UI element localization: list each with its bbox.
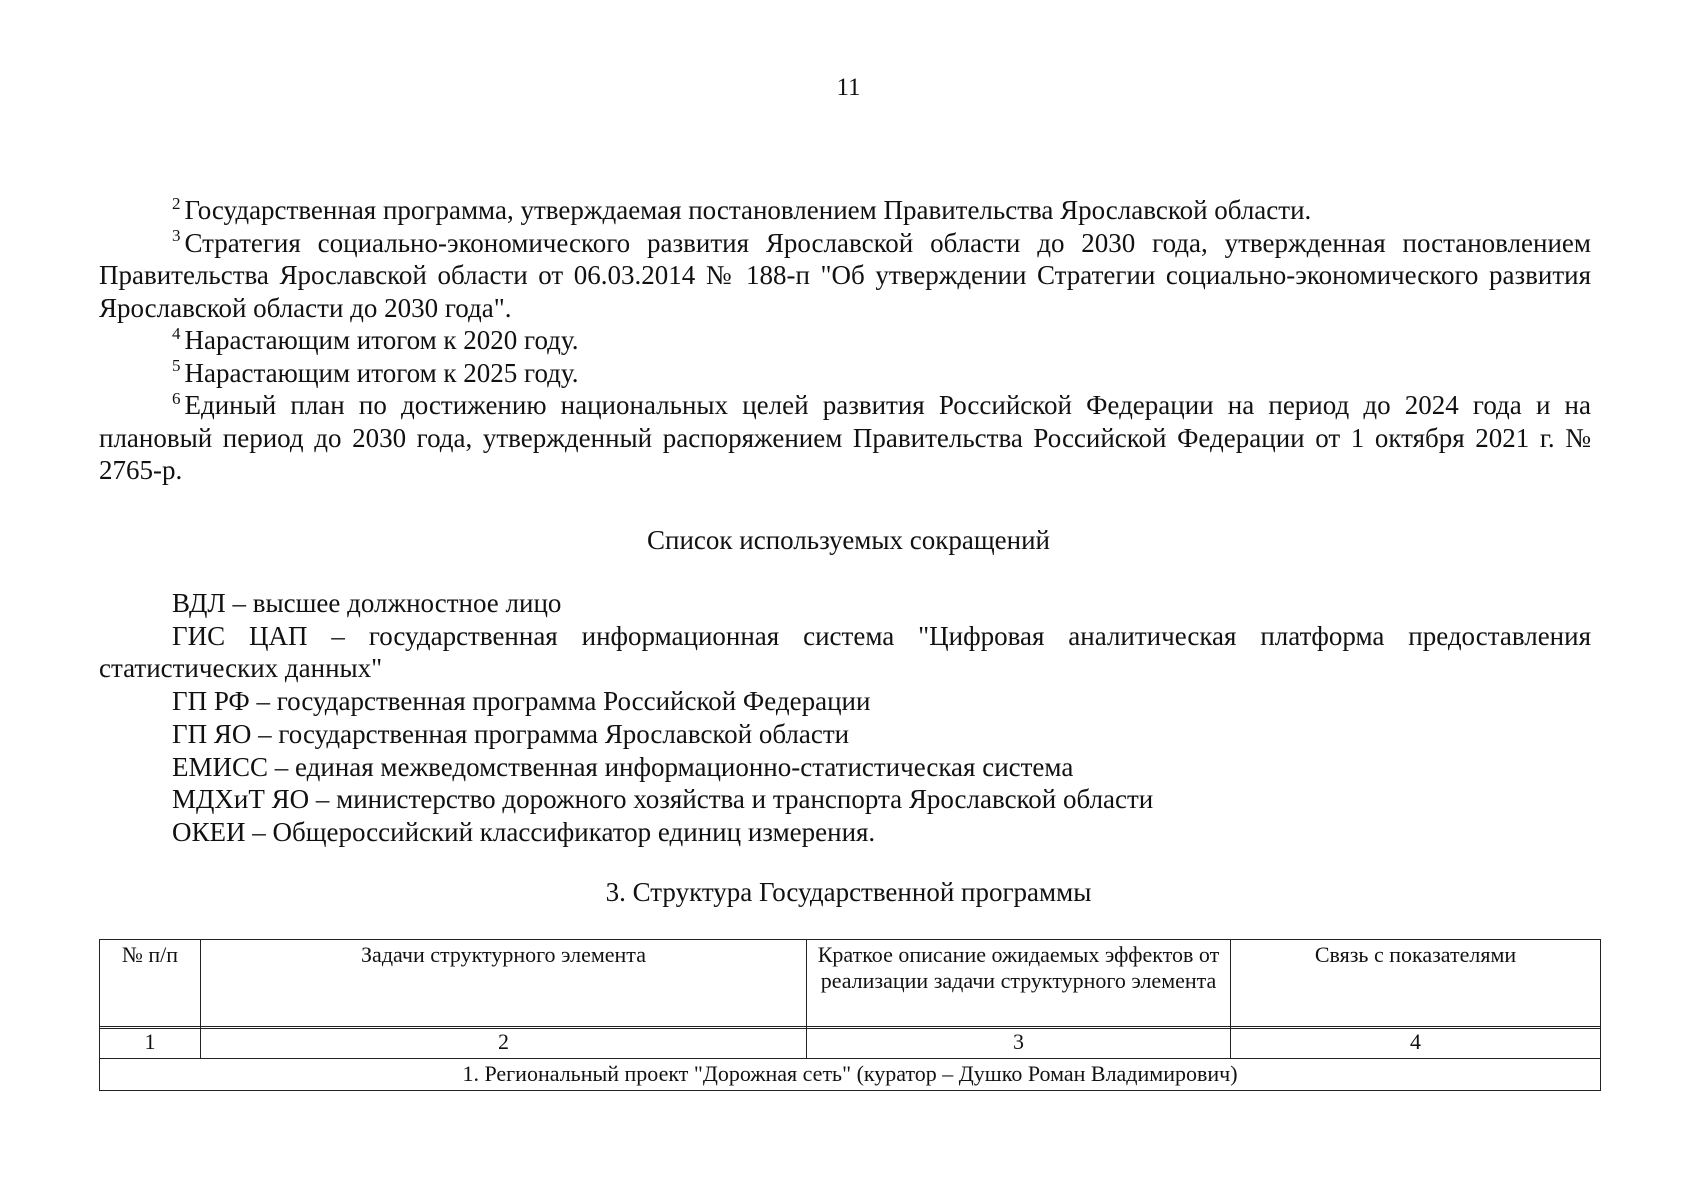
footnote <box>99 227 1591 325</box>
abbreviation-item: ГП РФ – государственная программа Российской Федерации <box>172 686 871 717</box>
footnote-text: Стратегия социально-экономического развития Ярославской области до 2030 года, утвержденная постановлением Правительства Ярославской области от 06.03.2014 № 188-п "Об утверждении Стратегии социально-экономического развития Ярославской области до 2030 года". <box>99 227 1591 323</box>
footnotes <box>99 194 1591 487</box>
footnote-mark: 6 <box>172 388 181 408</box>
footnote <box>99 389 1591 487</box>
page-number: 11 <box>836 74 861 101</box>
structure-heading: 3. Структура Государственной программы <box>605 877 1092 907</box>
abbreviations-list <box>99 587 1591 849</box>
structure-table-body <box>99 1026 1601 1091</box>
header-cell-number: № п/п <box>100 940 201 1029</box>
abbreviation-item: ОКЕИ – Общероссийский классификатор единиц измерения. <box>172 816 876 847</box>
footnote-mark: 2 <box>172 193 181 213</box>
column-number-cell: 4 <box>1231 1027 1601 1059</box>
column-number-cell: 3 <box>807 1027 1231 1059</box>
footnote-mark: 4 <box>172 323 181 343</box>
section-row-cell: 1. Региональный проект "Дорожная сеть" (куратор – Душко Роман Владимирович) <box>100 1059 1601 1091</box>
footnote-text: Нарастающим итогом к 2020 году. <box>184 325 579 355</box>
footnote-text: Единый план по достижению национальных целей развития Российской Федерации на период до 2024 года и на плановый период до 2030 года, утвержденный распоряжением Правительства Российской Федерации от 1 октября 2021 г. № 2765-р. <box>99 390 1591 485</box>
header-cell-indicators: Связь с показателями <box>1231 940 1601 1029</box>
table-row <box>100 1027 1601 1059</box>
abbreviation-item: МДХиТ ЯО – министерство дорожного хозяйства и транспорта Ярославской области <box>172 784 1154 815</box>
table-header-row <box>100 940 1601 1029</box>
column-number-cell: 2 <box>201 1027 807 1059</box>
footnote <box>99 194 1591 227</box>
footnote <box>99 324 1591 357</box>
abbreviation-item: ЕМИСС – единая межведомственная информационно-статистическая система <box>172 751 1074 782</box>
footnote-text: Нарастающим итогом к 2025 году. <box>184 357 579 388</box>
footnote <box>99 357 1591 390</box>
header-cell-tasks: Задачи структурного элемента <box>201 940 807 1029</box>
footnote-mark: 5 <box>172 356 181 376</box>
header-cell-effects: Краткое описание ожидаемых эффектов от реализации задачи структурного элемента <box>807 940 1231 1029</box>
footnote-text: Государственная программа, утверждаемая постановлением Правительства Ярославской области. <box>184 195 1312 225</box>
table-row <box>100 1059 1601 1091</box>
abbreviations-heading: Список используемых сокращений <box>647 525 1050 555</box>
column-number-cell: 1 <box>100 1027 201 1059</box>
footnote-mark: 3 <box>172 226 181 246</box>
structure-table-header <box>99 939 1601 1029</box>
abbreviation-item: ГИС ЦАП – государственная информационная система "Цифровая аналитическая платформа предоставления статистических данных" <box>99 620 1591 684</box>
abbreviation-item: ВДЛ – высшее должностное лицо <box>172 588 562 618</box>
abbreviation-item: ГП ЯО – государственная программа Ярославской области <box>172 718 850 749</box>
